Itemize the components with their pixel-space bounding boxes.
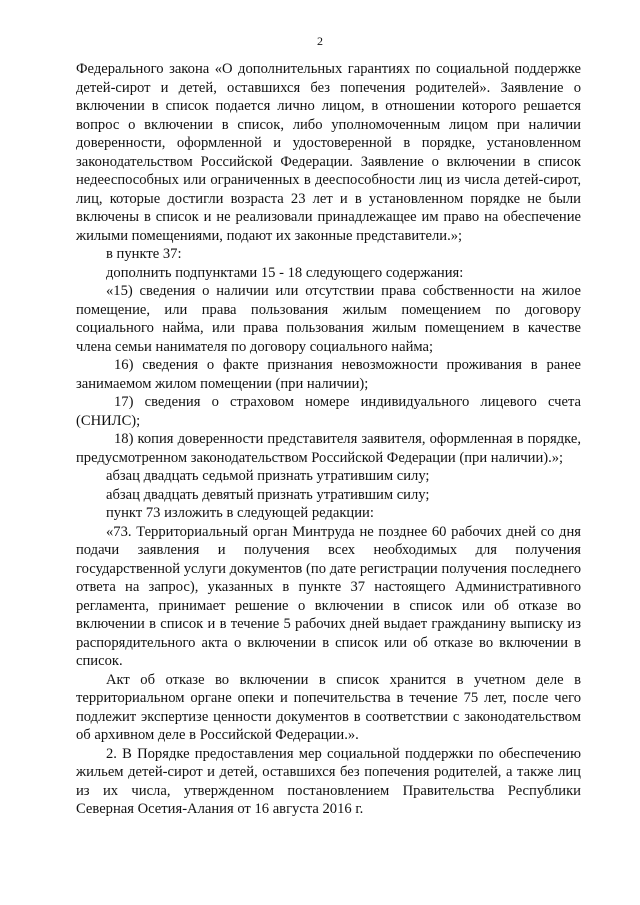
paragraph-subpoint-16: 16) сведения о факте признания невозможности проживания в ранее занимаемом жилом помещении (при наличии); bbox=[76, 357, 581, 392]
page-number: 2 bbox=[317, 34, 323, 48]
paragraph-refusal-act: Акт об отказе во включении в список хранится в учетном деле в территориальном органе опеки и попечительства в течение 75 лет, после чего подлежит экспертизе ценности документов в соответствии с законодательством об архивном деле в Российской Федерации.». bbox=[76, 671, 581, 743]
paragraph-point-73-intro: пункт 73 изложить в следующей редакции: bbox=[106, 505, 374, 521]
paragraph-subpoint-18: 18) копия доверенности представителя заявителя, оформленная в порядке, предусмотренном законодательством Российской Федерации (при наличии).»; bbox=[76, 431, 581, 466]
paragraph-add-subpoints: дополнить подпунктами 15 - 18 следующего содержания: bbox=[106, 264, 464, 281]
paragraph-point-37: в пункте 37: bbox=[106, 246, 182, 262]
paragraph-item-2: 2. В Порядке предоставления мер социальной поддержки по обеспечению жильем детей-сирот и детей, оставшихся без попечения родителей, а также лиц из их числа, утвержденном постановлением Правительства Республики Северная Осетия-Алания от 16 августа 2016 г. bbox=[76, 745, 581, 817]
paragraph-subpoint-15: «15) сведения о наличии или отсутствии права собственности на жилое помещение, или права пользования жилым помещением по договору социального найма, или права пользования жилым помещением в качестве члена семьи нанимателя по договору социального найма; bbox=[76, 283, 581, 355]
paragraph-abzac-27: абзац двадцать седьмой признать утратившим силу; bbox=[106, 468, 430, 484]
paragraph-subpoint-17: 17) сведения о страховом номере индивидуального лицевого счета (СНИЛС); bbox=[76, 394, 581, 429]
document-body bbox=[76, 60, 581, 819]
paragraph-abzac-29: абзац двадцать девятый признать утратившим силу; bbox=[106, 486, 430, 503]
paragraph-point-73: «73. Территориальный орган Минтруда не позднее 60 рабочих дней со дня подачи заявления и получения всех необходимых для получения государственной услуги документов (по дате регистрации получения последнего ответа на запрос), указанных в пункте 37 настоящего Административного регламента, принимает решение о включении в список или об отказе во включении в список и в течение 5 рабочих дней выдает гражданину выписку из распорядительного акта о включении в список или об отказе во включении в список. bbox=[76, 523, 581, 669]
paragraph-continuation: Федерального закона «О дополнительных гарантиях по социальной поддержке детей-сирот и детей, оставшихся без попечения родителей». Заявление о включении в список подается лично лицом, в отношении которого решается вопрос о включении в список, либо уполномоченным лицом при наличии доверенности, оформленной и удостоверенной в порядке, установленном законодательством Российской Федерации. Заявление о включении в список недееспособных или ограниченных в дееспособности лиц из числа детей-сирот, лиц, которые достигли возраста 23 лет и в установленном порядке не были включены в список и не реализовали принадлежащее им право на обеспечение жилыми помещениями, подают их законные представители.»; bbox=[76, 61, 581, 244]
